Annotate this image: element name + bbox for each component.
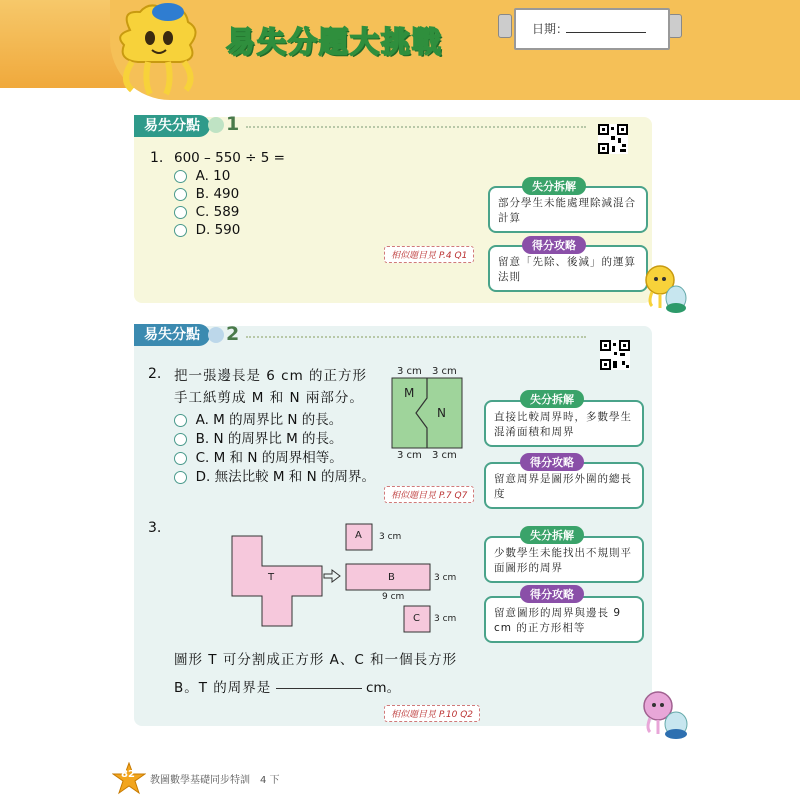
q2-label-n: N bbox=[437, 406, 446, 420]
radio-icon[interactable] bbox=[174, 414, 187, 427]
footer-text: 教圖數學基礎同步特訓 4 下 bbox=[150, 775, 280, 786]
q2-dim-bottom-left: 3 cm bbox=[397, 450, 422, 461]
q2-label-m: M bbox=[404, 386, 415, 400]
page-number: 82 bbox=[121, 769, 135, 780]
q2-line1: 把一張邊長是 6 cm 的正方形 bbox=[174, 368, 368, 384]
q2-reference[interactable]: 相似題目見 P.7 Q7 bbox=[384, 486, 474, 503]
q1-option-d[interactable] bbox=[174, 222, 240, 238]
radio-icon[interactable] bbox=[174, 188, 187, 201]
q3-label-b: B bbox=[388, 572, 395, 583]
q3-line1: 圖形 T 可分割成正方形 A、C 和一個長方形 bbox=[174, 652, 458, 668]
q3-dim-c: 3 cm bbox=[434, 614, 457, 624]
small-mascot-icon bbox=[636, 686, 692, 742]
q2-dim-top-left: 3 cm bbox=[397, 366, 422, 377]
radio-icon[interactable] bbox=[174, 452, 187, 465]
q1-number: 1. bbox=[150, 150, 164, 166]
q2-option-d-label: D. 無法比較 M 和 N 的周界。 bbox=[195, 469, 375, 485]
q2-analysis-badge: 失分拆解 bbox=[520, 390, 584, 408]
section1-tab: 易失分點 bbox=[134, 115, 210, 137]
q3-analysis-text: 少數學生未能找出不規則平面圖形的周界 bbox=[494, 547, 632, 574]
q3-line2-prefix: B。T 的周界是 bbox=[174, 680, 272, 696]
section1-tab-dot bbox=[208, 117, 224, 133]
q1-question: 600 – 550 ÷ 5 = bbox=[174, 150, 285, 166]
q2-dim-top-right: 3 cm bbox=[432, 366, 457, 377]
q2-square-diagram bbox=[388, 364, 478, 464]
header-arc bbox=[110, 0, 800, 100]
q2-option-c[interactable] bbox=[174, 446, 343, 466]
q2-option-d[interactable] bbox=[174, 465, 375, 485]
section2-tab: 易失分點 bbox=[134, 324, 210, 346]
q2-option-a[interactable] bbox=[174, 408, 342, 428]
q3-analysis-badge: 失分拆解 bbox=[520, 526, 584, 544]
q3-dim-b: 3 cm bbox=[434, 573, 457, 583]
section1-divider bbox=[246, 126, 586, 132]
small-mascot-icon bbox=[640, 260, 688, 316]
q3-reference[interactable]: 相似題目見 P.10 Q2 bbox=[384, 705, 480, 722]
q3-label-c: C bbox=[413, 613, 420, 624]
date-clip-right bbox=[668, 14, 682, 38]
page-title: 易失分題大挑戰 bbox=[226, 25, 444, 59]
q2-dim-bottom-right: 3 cm bbox=[432, 450, 457, 461]
q2-strategy-badge: 得分攻略 bbox=[520, 453, 584, 471]
date-clip-left bbox=[498, 14, 512, 38]
q1-reference[interactable]: 相似題目見 P.4 Q1 bbox=[384, 246, 474, 263]
q1-option-b-label: B. 490 bbox=[195, 186, 240, 202]
section2-divider bbox=[246, 336, 586, 342]
q1-option-b[interactable] bbox=[174, 186, 239, 202]
mascot-icon bbox=[110, 0, 205, 98]
q3-line2-suffix: cm。 bbox=[366, 680, 401, 696]
radio-icon[interactable] bbox=[174, 471, 187, 484]
q1-option-c-label: C. 589 bbox=[195, 204, 240, 220]
section2-number: 2 bbox=[226, 323, 240, 345]
qr-code-icon[interactable] bbox=[600, 340, 630, 370]
q3-answer-blank[interactable] bbox=[276, 688, 362, 689]
q3-dim-b-width: 9 cm bbox=[382, 592, 405, 602]
q1-option-d-label: D. 590 bbox=[195, 222, 241, 238]
q1-strategy-badge: 得分攻略 bbox=[522, 236, 586, 254]
qr-code-icon[interactable] bbox=[598, 124, 628, 154]
q2-line2: 手工紙剪成 M 和 N 兩部分。 bbox=[174, 390, 364, 406]
q3-strategy-badge: 得分攻略 bbox=[520, 585, 584, 603]
q3-label-a: A bbox=[355, 530, 362, 541]
q2-option-c-label: C. M 和 N 的周界相等。 bbox=[195, 450, 343, 466]
q3-number: 3. bbox=[148, 520, 162, 536]
q1-option-a[interactable] bbox=[174, 168, 230, 184]
radio-icon[interactable] bbox=[174, 433, 187, 446]
q2-strategy-text: 留意周界是圖形外圍的總長度 bbox=[494, 473, 632, 500]
q1-option-c[interactable] bbox=[174, 204, 239, 220]
date-field[interactable] bbox=[566, 32, 646, 33]
q2-option-b-label: B. N 的周界比 M 的長。 bbox=[195, 431, 343, 447]
q3-strategy-box bbox=[484, 596, 644, 643]
q1-option-a-label: A. 10 bbox=[195, 168, 231, 184]
q2-analysis-text: 直接比較周界時，多數學生混淆面積和周界 bbox=[494, 411, 632, 438]
q3-dim-a: 3 cm bbox=[379, 532, 402, 542]
q2-number: 2. bbox=[148, 366, 162, 382]
section1-number: 1 bbox=[226, 113, 240, 135]
q2-option-b[interactable] bbox=[174, 427, 343, 447]
radio-icon[interactable] bbox=[174, 206, 187, 219]
radio-icon[interactable] bbox=[174, 224, 187, 237]
q1-strategy-text: 留意「先除、後減」的運算法則 bbox=[498, 256, 636, 283]
q3-strategy-text: 留意圖形的周界與邊長 9 cm 的正方形相等 bbox=[494, 607, 622, 634]
q3-label-t: T bbox=[268, 572, 275, 583]
q2-option-a-label: A. M 的周界比 N 的長。 bbox=[195, 412, 343, 428]
radio-icon[interactable] bbox=[174, 170, 187, 183]
q1-analysis-badge: 失分拆解 bbox=[522, 177, 586, 195]
q1-analysis-text: 部分學生未能處理除減混合計算 bbox=[498, 197, 636, 224]
section2-tab-dot bbox=[208, 327, 224, 343]
date-label: 日期： bbox=[532, 22, 569, 36]
